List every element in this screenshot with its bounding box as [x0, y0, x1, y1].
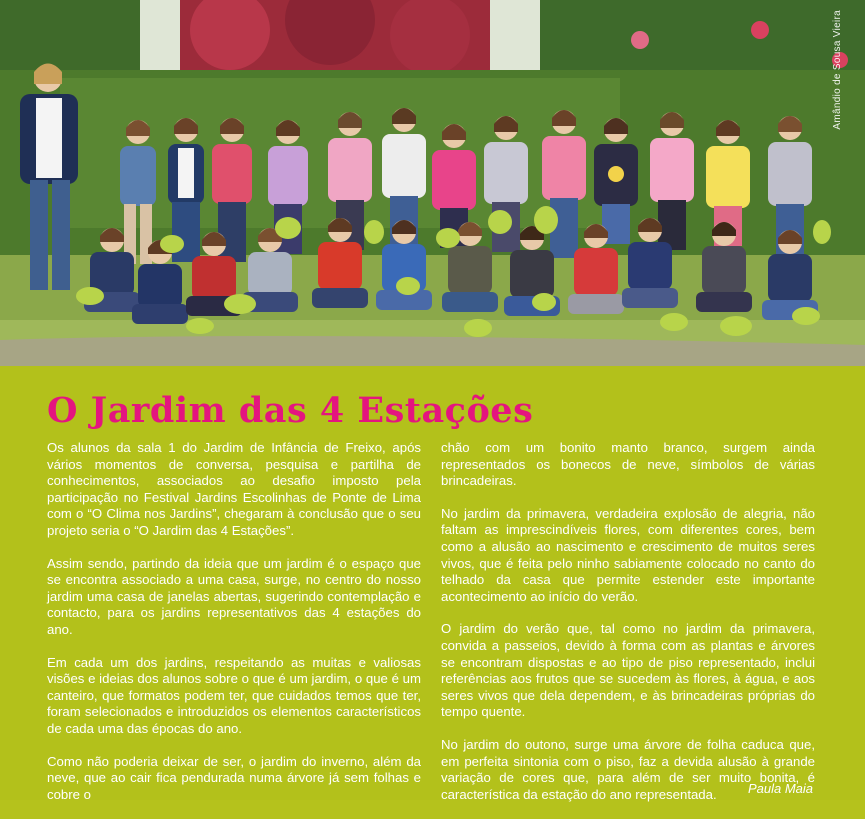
paragraph: chão com um bonito manto branco, surgem ainda representados os bonecos de neve, símbolos de várias brincadeiras. — [441, 440, 815, 489]
paragraph: No jardim do outono, surge uma árvore de folha caduca que, em perfeita sintonia com o piso, faz a devida alusão à grande variação de cores que, para além de ser muito bonita, é característica da estação do ano representada. — [441, 736, 815, 802]
paragraph: Os alunos da sala 1 do Jardim de Infância de Freixo, após vários momentos de conversa, pesquisa e partilha de conhecimentos, associados ao desafio imposto pela participação no Festival Jardins Escolinhas de Ponte de Lima com o “O Clima nos Jardins”, chegaram à conclusão que o seu projeto seria o “O Jardim das 4 Estações”. — [47, 440, 421, 538]
photo-credit: Amândio de Sousa Vieira — [832, 10, 843, 130]
article-column-right — [441, 440, 815, 819]
group-photo — [0, 0, 865, 366]
author-signature: Paula Maia — [747, 781, 813, 796]
paragraph: No jardim da primavera, verdadeira explosão de alegria, não faltam as imprescindíveis flores, com diferentes cores, bem como a alusão ao nascimento e crescimento de muitos seres vivos, que é feita pelo ninho sabiamente colocado no canto do telhado da casa que permite estender este importante acontecimento ao início do verão. — [441, 505, 815, 604]
group-photo-illustration — [0, 0, 865, 366]
article-title: O Jardim das 4 Estações — [47, 390, 534, 431]
paragraph: Assim sendo, partindo da ideia que um jardim é o espaço que se encontra associado a uma casa, surge, no centro do nosso jardim uma casa de janelas abertas, sugerindo contemplação e contacto, para os jardins representativos das 4 estações do ano. — [47, 555, 421, 637]
paragraph: Como não poderia deixar de ser, o jardim do inverno, além da neve, que ao cair fica pendurada numa árvore já sem folhas e cobre o — [47, 753, 421, 802]
paragraph: O jardim do verão que, tal como no jardim da primavera, convida a passeios, devido à forma com as plantas e árvores se encontram dispostas e ao tipo de piso representado, inclui referências aos frutos que se sucedem às flores, à água, e aos seres vivos que dela dependem, e às brincadeiras próprias do tempo quente. — [441, 621, 815, 720]
paragraph: Em cada um dos jardins, respeitando as muitas e valiosas visões e ideias dos alunos sobre o que é um jardim, o que é um canteiro, que formatos podem ter, que cuidados temos que ter, foram selecionados e introduzidos os elementos característicos de cada uma das épocas do ano. — [47, 654, 421, 736]
article — [0, 366, 865, 800]
article-column-left — [47, 440, 421, 819]
